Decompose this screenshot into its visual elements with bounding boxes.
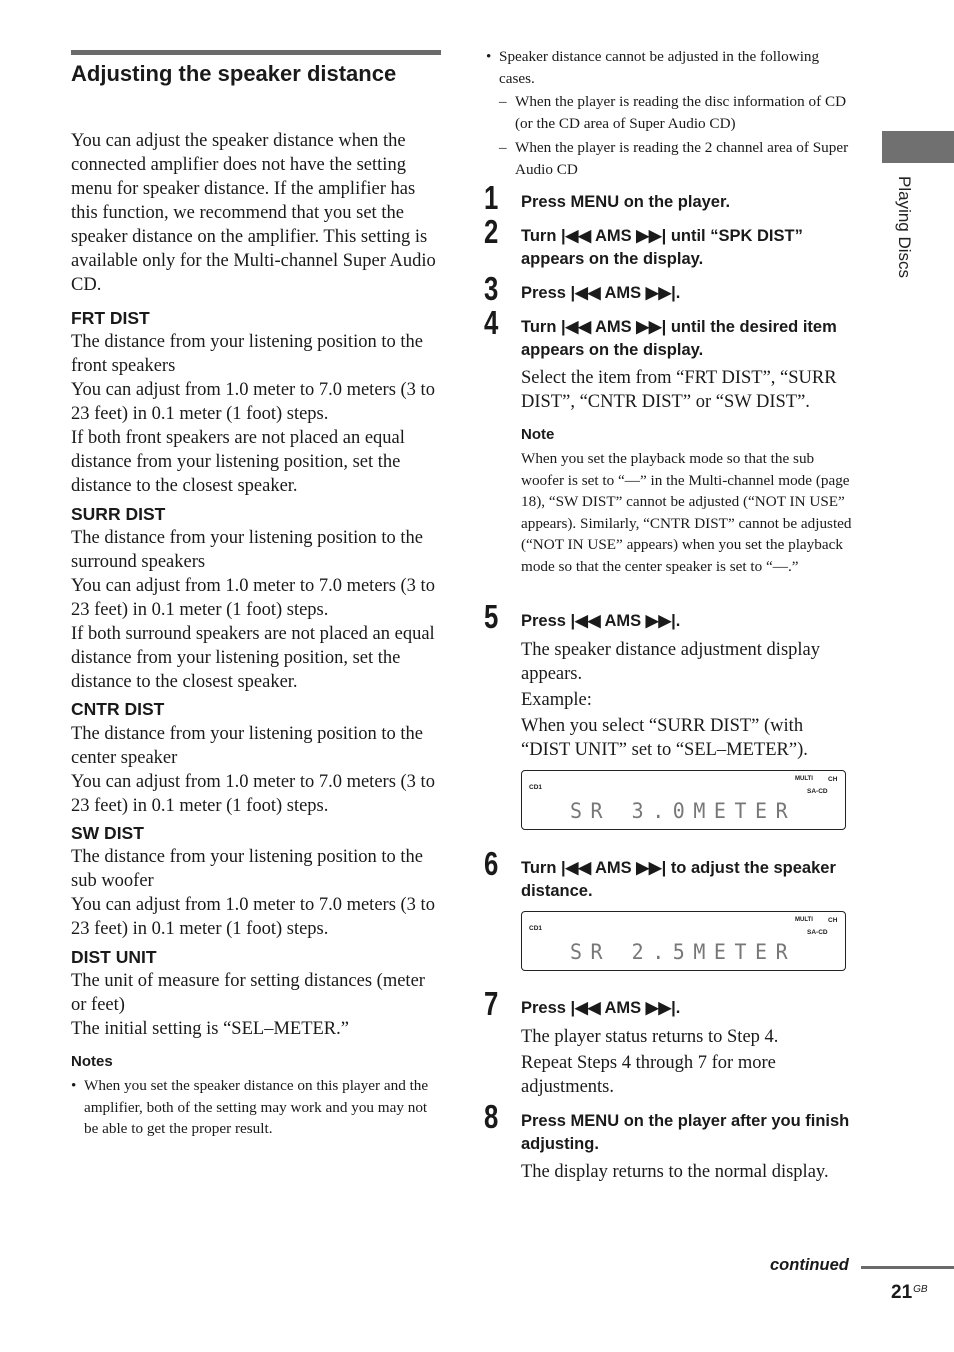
step-detail: The display returns to the normal display. — [521, 1162, 829, 1182]
note-text: When the player is reading the disc information of CD (or the CD area of Super Audio CD) — [515, 93, 847, 132]
display-panel — [521, 911, 846, 971]
step-number: 3 — [484, 270, 499, 307]
note-text: Speaker distance cannot be adjusted in the following cases. — [499, 48, 820, 87]
intro-paragraph: You can adjust the speaker distance when the connected amplifier does not have the setting menu for speaker distance. If the amplifier has this function, we recommend that you set the speaker distance on the amplifier. This setting is available only for the Multi-channel Super Audio CD. — [71, 131, 436, 295]
step-number: 4 — [484, 304, 499, 341]
step-detail: The player status returns to Step 4. — [521, 1027, 779, 1047]
step-instruction: Turn |◀◀ AMS ▶▶| to adjust the speaker distance. — [521, 859, 836, 900]
step-instruction: Press |◀◀ AMS ▶▶|. — [521, 999, 681, 1017]
cd1-indicator: CD1 — [529, 925, 543, 932]
bullet-icon: • — [71, 1077, 77, 1094]
step-instruction: Press |◀◀ AMS ▶▶|. — [521, 284, 681, 302]
item-heading-sw-dist: SW DIST — [71, 823, 144, 843]
item-text: The distance from your listening position to the center speaker — [71, 724, 423, 768]
item-text: The unit of measure for setting distances (meter or feet) — [71, 971, 425, 1015]
step-instruction: Turn |◀◀ AMS ▶▶| until the desired item appears on the display. — [521, 318, 837, 359]
item-heading-cntr-dist: CNTR DIST — [71, 699, 165, 719]
step-instruction: Press MENU on the player. — [521, 193, 731, 211]
item-text: You can adjust from 1.0 meter to 7.0 meters (3 to 23 feet) in 0.1 meter (1 foot) steps. — [71, 772, 435, 816]
page-number-value: 21 — [891, 1282, 913, 1303]
item-text: The distance from your listening position to the sub woofer — [71, 847, 423, 891]
item-text: You can adjust from 1.0 meter to 7.0 meters (3 to 23 feet) in 0.1 meter (1 foot) steps. — [71, 576, 435, 620]
item-text: You can adjust from 1.0 meter to 7.0 meters (3 to 23 feet) in 0.1 meter (1 foot) steps. — [71, 380, 435, 424]
step-instruction: Turn |◀◀ AMS ▶▶| until “SPK DIST” appears on the display. — [521, 227, 803, 268]
step-number: 8 — [484, 1098, 499, 1135]
step-number: 2 — [484, 213, 499, 250]
section-rule — [71, 50, 441, 55]
item-heading-dist-unit: DIST UNIT — [71, 947, 157, 967]
sacd-indicator: SA-CD — [807, 929, 828, 936]
page-number — [891, 1282, 927, 1304]
item-text: The initial setting is “SEL–METER.” — [71, 1019, 349, 1039]
continued-label: continued — [770, 1256, 849, 1274]
step-detail: Repeat Steps 4 through 7 for more adjustments. — [521, 1053, 776, 1097]
multi-indicator: MULTI — [795, 917, 813, 923]
chapter-tab-label: Playing Discs — [895, 176, 914, 279]
step-number: 5 — [484, 598, 499, 635]
ch-indicator: CH — [828, 776, 838, 783]
item-text: The distance from your listening position to the front speakers — [71, 332, 423, 376]
note-text: When the player is reading the 2 channel area of Super Audio CD — [515, 139, 849, 178]
section-title: Adjusting the speaker distance — [71, 61, 397, 86]
step-number: 1 — [484, 179, 499, 216]
item-text: You can adjust from 1.0 meter to 7.0 meters (3 to 23 feet) in 0.1 meter (1 foot) steps. — [71, 895, 435, 939]
note-dash-item — [499, 91, 859, 134]
chapter-tab-marker — [882, 131, 954, 163]
item-heading-frt-dist: FRT DIST — [71, 308, 150, 328]
display-readout: SR 2.5METER — [570, 940, 797, 964]
page-number-suffix: GB — [913, 1284, 928, 1295]
item-text: The distance from your listening position to the surround speakers — [71, 528, 423, 572]
notes-heading: Notes — [71, 1053, 113, 1070]
note-text: When you set the speaker distance on this player and the amplifier, both of the setting may work and you may not be able to get the proper result. — [84, 1077, 429, 1137]
display-readout: SR 3.0METER — [570, 799, 797, 823]
step-detail: When you select “SURR DIST” (with “DIST UNIT” set to “SEL–METER”). — [521, 716, 808, 760]
note-text: When you set the playback mode so that the sub woofer is set to “—” in the Multi-channel mode (page 18), “SW DIST” cannot be adjusted (“NOT IN USE” appears). Similarly, “CNTR DIST” cannot be adjusted (“NOT IN USE” appears) when you set the playback mode so that the center speaker is set to “—.” — [521, 450, 852, 575]
step-number: 7 — [484, 985, 499, 1022]
continued-rule — [861, 1266, 954, 1269]
note-heading: Note — [521, 426, 555, 443]
item-heading-surr-dist: SURR DIST — [71, 504, 166, 524]
step-number: 6 — [484, 845, 499, 882]
step-detail: Example: — [521, 690, 592, 710]
bullet-icon: • — [486, 48, 492, 65]
display-panel — [521, 770, 846, 830]
step-instruction: Press MENU on the player after you finish adjusting. — [521, 1112, 850, 1153]
item-text: If both front speakers are not placed an equal distance from your listening position, set the distance to the closest speaker. — [71, 428, 405, 496]
step-detail: The speaker distance adjustment display appears. — [521, 640, 820, 684]
note-dash-item — [499, 137, 859, 180]
step-instruction: Press |◀◀ AMS ▶▶|. — [521, 612, 681, 630]
item-text: If both surround speakers are not placed an equal distance from your listening position, set the distance to the closest speaker. — [71, 624, 435, 692]
dash-icon: – — [499, 139, 507, 156]
dash-icon: – — [499, 93, 507, 110]
ch-indicator: CH — [828, 917, 838, 924]
step-detail: Select the item from “FRT DIST”, “SURR DIST”, “CNTR DIST” or “SW DIST”. — [521, 368, 837, 412]
cd1-indicator: CD1 — [529, 784, 543, 791]
note-bullet-item — [71, 1075, 443, 1140]
note-bullet-item — [486, 46, 858, 89]
multi-indicator: MULTI — [795, 776, 813, 782]
sacd-indicator: SA-CD — [807, 788, 828, 795]
